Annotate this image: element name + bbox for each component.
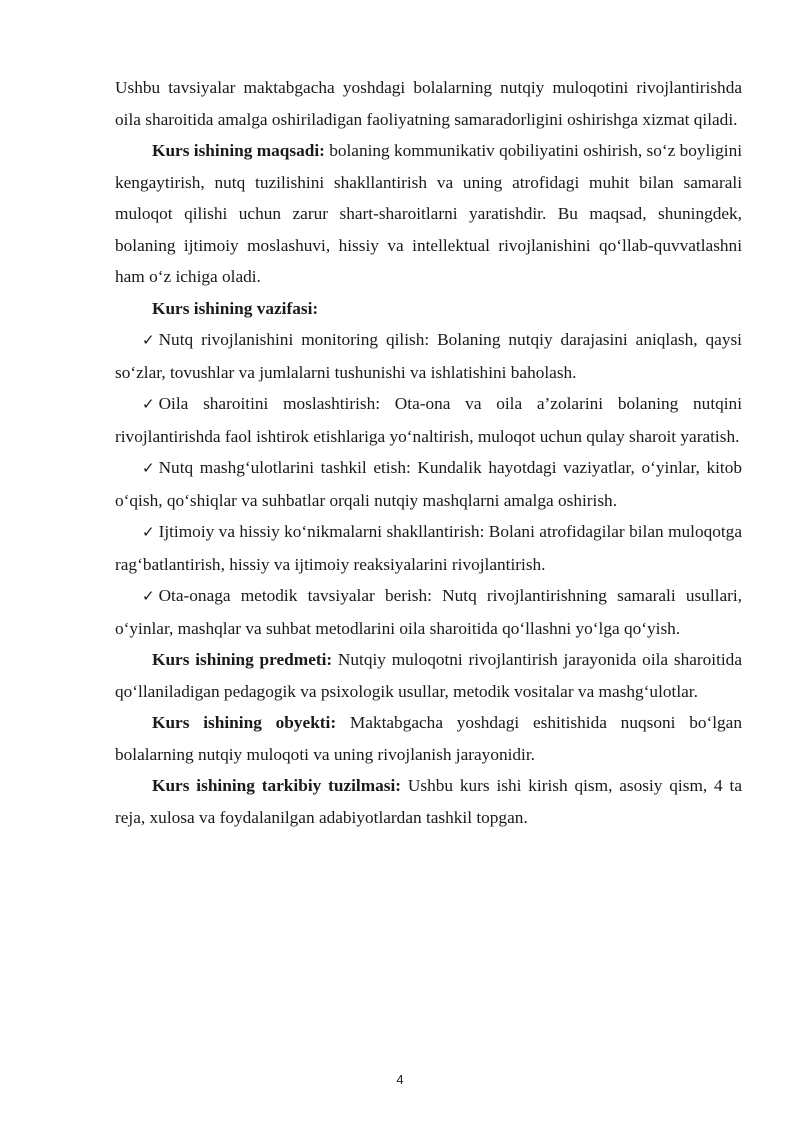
object-text: Maktabgacha yoshdagi eshitishida nuqsoni bo‘lgan bolalarning nutqiy muloqoti va uning rivojlanish jarayonidir. (115, 713, 742, 764)
task-item (115, 324, 742, 388)
structure-text: Ushbu kurs ishi kirish qism, asosiy qism, 4 ta reja, xulosa va foydalanilgan adabiyotlardan tashkil topgan. (115, 776, 743, 827)
page-number: 4 (396, 1072, 404, 1087)
task-text: Nutq rivojlanishini monitoring qilish: Bolaning nutqiy darajasini aniqlash, qaysi so‘zlar, tovushlar va jumlalarni tushunishi va ishlatishini baholash. (115, 330, 742, 382)
task-item (115, 388, 742, 452)
object-heading: Kurs ishining obyekti: (152, 713, 337, 732)
task-item (115, 452, 742, 516)
checkmark-icon: ✓ (142, 395, 155, 413)
structure-paragraph (115, 770, 742, 833)
task-item (115, 516, 742, 580)
page-content (115, 72, 742, 833)
checkmark-icon: ✓ (142, 459, 155, 477)
tasks-heading-paragraph (115, 293, 742, 325)
goal-text: bolaning kommunikativ qobiliyatini oshirish, so‘z boyligini kengaytirish, nutq tuzilishini shakllantirish va uning atrofidagi muhit bilan samarali muloqot qilishi uchun zarur shart-sharoitlarni yaratishdir. Bu maqsad, shuningdek, bolaning ijtimoiy moslashuvi, hissiy va intellektual rivojlanishini qo‘llab-quvvatlashni ham o‘z ichiga oladi. (115, 141, 743, 286)
subject-text: Nutqiy muloqotni rivojlantirish jarayonida oila sharoitida qo‘llaniladigan pedagogik va psixologik usullar, metodik vositalar va mashg‘ulotlar. (115, 650, 742, 701)
checkmark-icon: ✓ (142, 331, 155, 349)
task-text: Ijtimoiy va hissiy ko‘nikmalarni shakllantirish: Bolani atrofidagilar bilan muloqotga rag‘batlantirish, hissiy va ijtimoiy reaksiyalarini rivojlantirish. (115, 522, 742, 574)
object-paragraph (115, 707, 742, 770)
checkmark-icon: ✓ (142, 523, 155, 541)
task-text: Nutq mashg‘ulotlarini tashkil etish: Kundalik hayotdagi vaziyatlar, o‘yinlar, kitob o‘qish, qo‘shiqlar va suhbatlar orqali nutqiy mashqlarni amalga oshirish. (115, 458, 742, 510)
task-item (115, 580, 742, 644)
checkmark-icon: ✓ (142, 587, 155, 605)
tasks-heading: Kurs ishining vazifasi: (152, 298, 319, 318)
subject-paragraph (115, 644, 742, 707)
structure-heading: Kurs ishining tarkibiy tuzilmasi: (152, 776, 402, 795)
goal-paragraph (115, 135, 742, 293)
task-text: Oila sharoitini moslashtirish: Ota-ona va oila a’zolarini bolaning nutqini rivojlantirishda faol ishtirok etishlariga yo‘naltirish, muloqot uchun qulay sharoit yaratish. (115, 394, 742, 446)
task-text: Ota-onaga metodik tavsiyalar berish: Nutq rivojlantirishning samarali usullari, o‘yinlar, mashqlar va suhbat metodlarini oila sharoitida qo‘llashni yo‘lga qo‘yish. (115, 586, 742, 638)
subject-heading: Kurs ishining predmeti: (152, 650, 333, 669)
intro-paragraph: Ushbu tavsiyalar maktabgacha yoshdagi bolalarning nutqiy muloqotini rivojlantirishda oila sharoitida amalga oshiriladigan faoliyatning samaradorligini oshirishga xizmat qiladi. (115, 78, 742, 129)
goal-heading: Kurs ishining maqsadi: (152, 141, 325, 160)
